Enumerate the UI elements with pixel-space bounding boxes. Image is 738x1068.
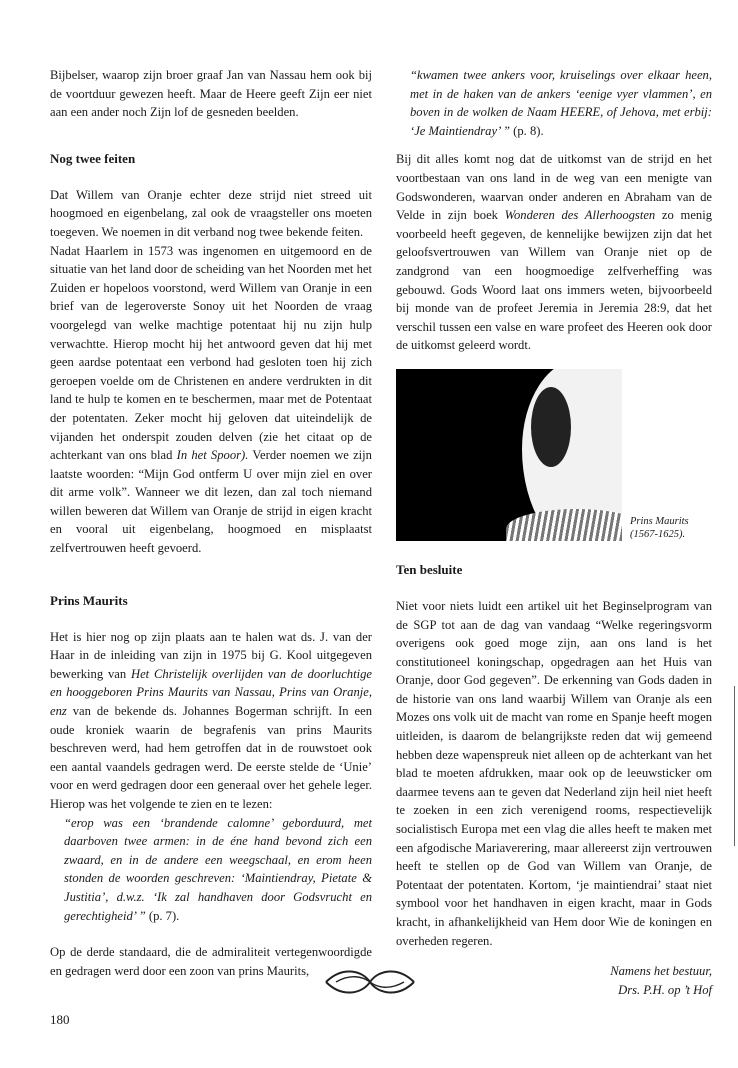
paragraph-feiten-2: Nadat Haarlem in 1573 was ingenomen en uitgemoord en de situatie van het land door de scheiding van het Noorden met het Zuiden er hopeloos voorstond, werd Willem van Oranje in een brief van de legeroverste Sonoy uit het Noorden de vraag voorgelegd van welke machtige potentaat hij nu zijn hulp verwachtte. Hierop mocht hij het antwoord geven dat hij met geen aardse potentaat een verbond had gesloten toen hij zich geroepen voelde om de Christenen en andere verdrukten in dit land te hulp te komen en te beschermen, maar met de Potentaat der potentaten. Zeker mocht hij geloven dat uiteindelijk de vijanden het onderspit zouden delven (zie het citaat op de achterkant van ons blad In het Spoor). Verder noemen we zijn laatste woorden: “Mijn God ontferm U over mijn ziel en over dit arme volk”. Wanneer we dit lezen, dan zal toch niemand willen beweren dat Willem van Oranje de strijd in eigen kracht en vooral uit eigenbelang, hoogmoed en misplaatst zelfvertrouwen heeft gevoerd. [50, 243, 372, 556]
portrait-figure [396, 369, 712, 541]
heading-prins-maurits: Prins Maurits [50, 592, 128, 608]
paragraph-derde-standaard: Op de derde standaard, die de admiraliteit vertegenwoordigde en gedragen werd door een zoon van prins Maurits, [50, 945, 372, 978]
paragraph-godswonderen: Bij dit alles komt nog dat de uitkomst van de strijd en het voortbestaan van ons land in de weg van een menigte van Godswonderen, waarvan onder anderen en Abraham van de Velde in zijn boek Wonderen des Allerhoogsten zo menig voorbeeld heeft gegeven, de kennelijke bewijzen zijn dat het geloofsvertrouwen van Willem van Oranje niet op de zandgrond van een hoogmoedige zelfverheffing was gebouwd. Gods Woord laat ons immers weten, bijvoorbeeld bij monde van de profeet Jeremia in Jeremia 28:9, dat het verschil tussen een valse en ware profeet des Heeren ook door de uitkomst geleerd wordt. [396, 152, 712, 353]
heading-nog-twee-feiten: Nog twee feiten [50, 150, 136, 166]
signature-line-1: Namens het bestuur, [610, 964, 712, 979]
left-column [50, 66, 372, 980]
quote-unie-banner: “erop was een ‘brandende calomne’ geborduurd, met daarboven twee armen: in de éne hand bevond zich een zwaard, en in de andere een weegschaal, en erom heen stonden de woorden geschreven: ‘Maintiendray, Pietate & Justitia’, d.w.z. ‘Ik zal handhaven door Godsvrucht en gerechtigheid’ ” (p. 7). [64, 815, 372, 923]
right-column [396, 66, 712, 999]
quote-ankers: “kwamen twee ankers voor, kruiselings over elkaar heen, met in de haken van de ankers ‘eenige vyer vlammen’, en boven in de wolken de Naam HEERE, of Jehova, met erbij: ‘Je Maintiendray’ ” (p. 8). [410, 68, 712, 138]
portrait-prins-maurits [396, 369, 622, 541]
ornament-flourish-icon [322, 964, 418, 1000]
paragraph-feiten-1: Dat Willem van Oranje echter deze strijd niet streed uit hoogmoed en eigenbelang, zal ook de vraagsteller ons moeten toegeven. We noemen in dit verband nog twee bekende feiten. [50, 187, 372, 239]
paragraph-maurits: Het is hier nog op zijn plaats aan te halen wat ds. J. van der Haar in de inleiding van zijn in 1975 bij G. Kool uitgegeven bewerking van Het Christelijk overlijden van de doorluchtige en hooggeboren Prins Maurits van Nassau, Prins van Oranje, enz van de bekende ds. Johannes Bogerman schrijft. In een oude kroniek waarin de begrafenis van prins Maurits beschreven werd, had hem getroffen dat in de rouwstoet ook een aantal vaandels gedragen werd. De eerste stelde de ‘Unie’ voor en werd gedragen door een generaal over het gehele leger. Hierop was het volgende te zien en te lezen: [50, 629, 372, 811]
paragraph-besluite: Niet voor niets luidt een artikel uit het Beginselprogram van de SGP tot aan de dag van vandaag “Welke regeringsvorm overigens ook goed moge zijn, aan ons land is het constitutioneel koningschap, opgedragen aan het Huis van Oranje, door God gegeven”. De erkenning van Gods daden in de historie van ons land waarbij Willem van Oranje als een Mozes ons volk uit de macht van rome en Spanje heeft mogen uitleiden, is daarom de belangrijkste reden dat wij gemeend hebben deze wapenspreuk niet alleen op de achterkant van het blad te moeten afdrukken, maar ook op de leeuwsticker om daarmee tevens aan te geven dat Nederland zijn heil niet heeft te zoeken in een zich verenigend rooms, respectievelijk socialistisch Europa met een vlag die alles heeft te maken met een afgodische Mariaverering, maar allereerst zijn vertrouwen heeft te stellen op de God van Willem van Oranje, de Potentaat der potentaten. Kortom, ‘je maintiendrai’ staat niet symbool voor het handhaven in eigen kracht, maar in Gods kracht, in afhankelijkheid van Hem door Wie de koningen en overheden regeren. [396, 598, 712, 948]
margin-rule [734, 686, 735, 846]
portrait-caption: Prins Maurits (1567-1625). [630, 515, 689, 540]
page-number: 180 [50, 1012, 70, 1027]
signature-line-2: Drs. P.H. op ’t Hof [618, 982, 712, 997]
heading-ten-besluite: Ten besluite [396, 561, 463, 577]
paragraph-intro: Bijbelser, waarop zijn broer graaf Jan van Nassau hem ook bij de voortduur gewezen heeft. Maar de Heere geeft Zijn eer niet aan een ander noch Zijn lof de gesneden beelden. [50, 68, 372, 120]
